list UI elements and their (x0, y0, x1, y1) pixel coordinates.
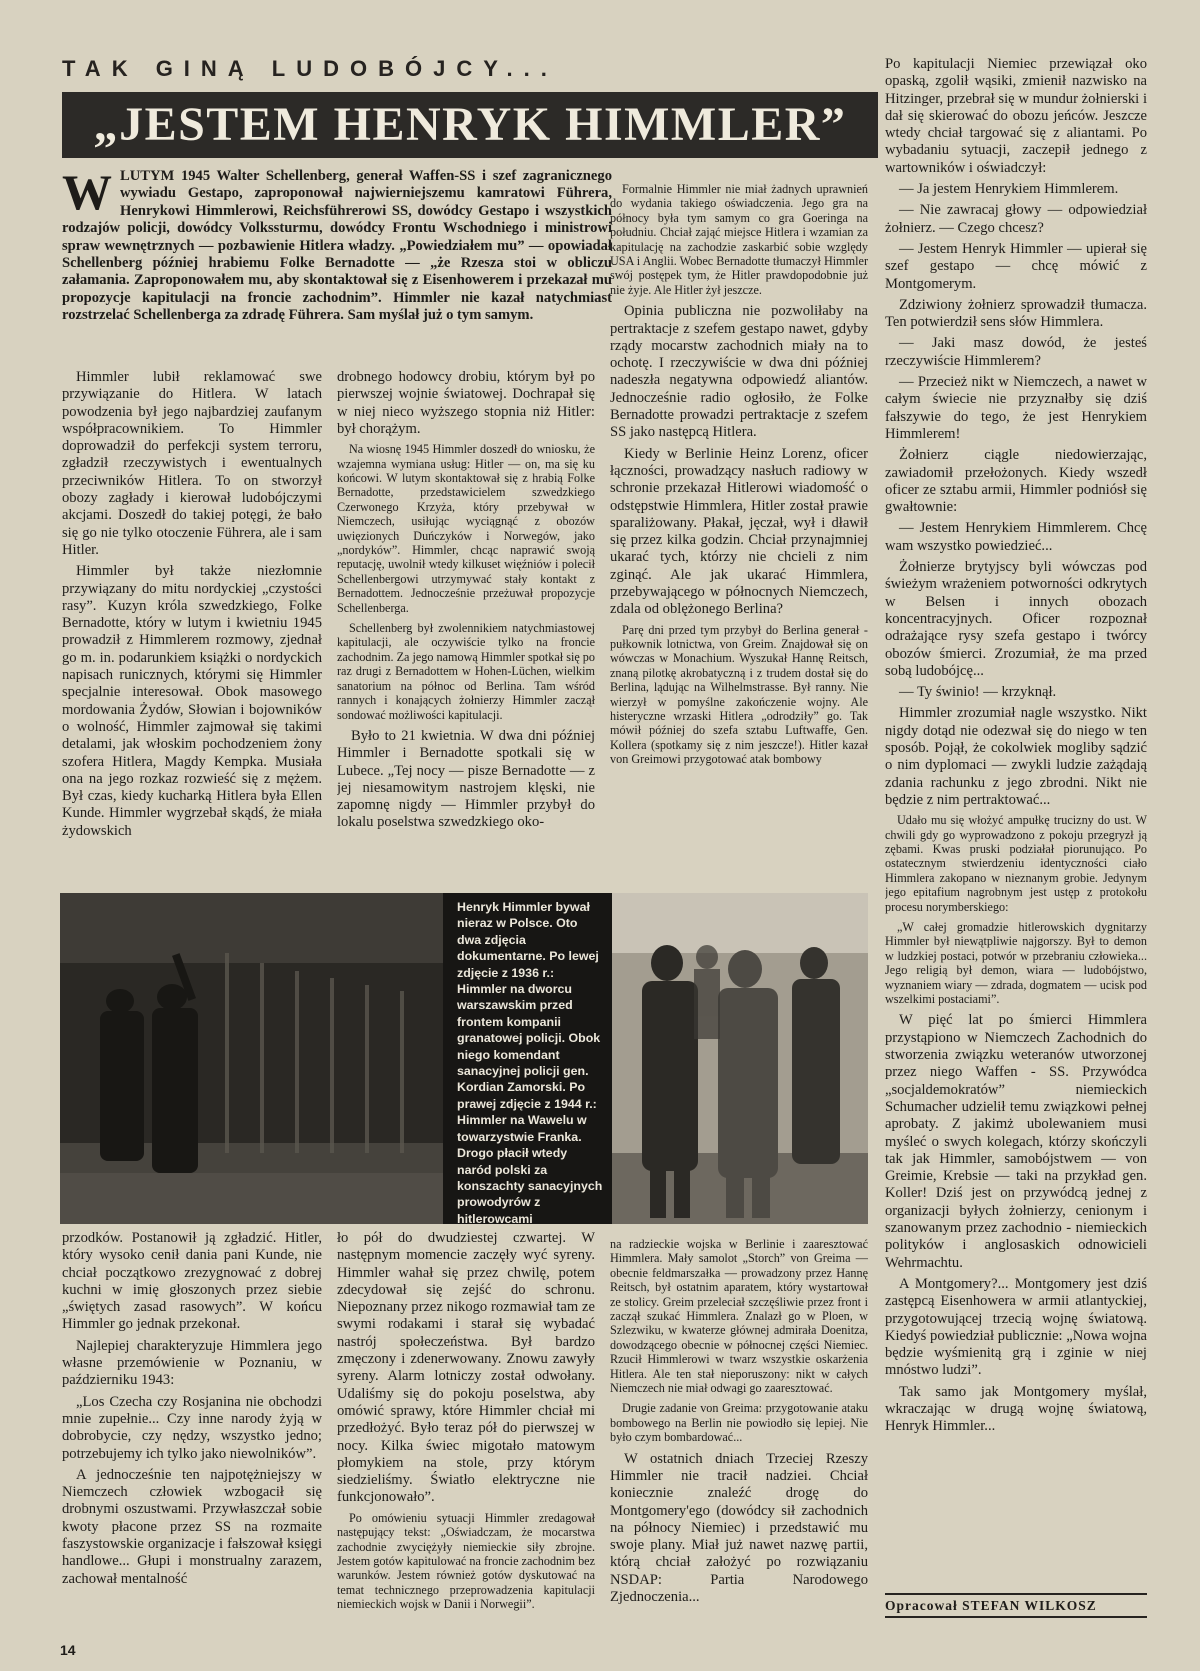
small-paragraph: „W całej gromadzie hitlerowskich dygnitarzy Himmler był niewątpliwie najgorszy. Był to demon w ludzkiej postaci, potwór w przebraniu człowieka... Jego religią był demon, wiara — ludobójstwo, wyznaniem wiary — zdrada, dogmatem — ucisk pod wszelkimi postaciami”. (885, 920, 1147, 1007)
paragraph: przodków. Postanowił ją zgładzić. Hitler, który wysoko cenił dania pani Kunde, nie chciał początkowo zrezygnować z dobrej kuchni w imię głoszonych przez siebie „świętych zasad rasowych”. W końcu Himmler go jednak przekonał. (62, 1230, 322, 1333)
paragraph: „Los Czecha czy Rosjanina nie obchodzi mnie zupełnie... Czy inne narody żyją w dobrobycie, czy nędzy, wszystko jedno; potrzebujemy ich tylko jako niewolników”. (62, 1393, 322, 1462)
paragraph: Żołnierze brytyjscy byli wówczas pod świeżym wrażeniem potworności odkrytych w Belsen i innych obozach koncentracyjnych. Oficer rozpoznał odrażające rysy szefa gestapo i twórcy obozów śmierci. Zrozumiał, że ma przed sobą ludobójcę... (885, 559, 1147, 679)
dialogue-line: — Jaki masz dowód, że jesteś rzeczywiście Himmlerem? (885, 335, 1147, 369)
lead-text: LUTYM 1945 Walter Schellenberg, generał Waffen-SS i szef zagranicznego wywiadu Gestapo, zaproponował najwierniejszemu kamratowi Führera, Henrykowi Himmlerowi, Reichsführerowi SS, dowódcy Gestapo i wszystkich rodzajów policji, dowódcy Volkssturmu, dowódcy Frontu Wschodniego i ministrowi spraw wewnętrznych — pozbawienie Hitlera władzy. „Powiedziałem mu” — opowiadał Schellenberg później hrabiemu Folke Bernadotte — „że Rzesza stoi w obliczu załamania. Zaproponowałem mu, aby skontaktował się z Eisenhowerem i przekazał mu propozycje kapitulacji na froncie zachodnim”. Himmler nie kazał natychmiast rozstrzelać Schellenberga za zdradę Führera. Sam myślał już o tym samym. (62, 168, 612, 324)
lead-paragraph (62, 164, 612, 325)
kicker-heading: TAK GINĄ LUDOBÓJCY... (62, 56, 558, 81)
dialogue-line: — Ty świnio! — krzyknął. (899, 684, 1057, 701)
paragraph: Himmler zrozumiał nagle wszystko. Nikt nigdy dotąd nie odezwał się do niego w ten sposób. Pojął, że cokolwiek mogliby sądzić o nim dyplomaci — zwykli ludzie zażądają zdania rachunku z jego zbrodni. Nikt nie będzie z nim pertraktować... (885, 705, 1147, 808)
author-signature (885, 1593, 1147, 1618)
paragraph: ło pół do dwudziestej czwartej. W następnym momencie zaczęły wyć syreny. Himmler wahał się przez chwilę, potem zdecydował się zejść do schronu. Niepoznany przez nikogo rozmawiał tam ze swymi rodakami i starał się wybadać nastrój społeczeństwa. Był bardzo zmęczony i zdenerwowany. Znowu zawyły syreny. Alarm lotniczy został odwołany. Udaliśmy się do pokoju poselstwa, aby omówić sprawy, które Himmler chciał mi przedłożyć. Było teraz pół do pierwszej w nocy. Kilka świec migotało matowym płomykiem na stole, przy którym siedzieliśmy. Światło elektryczne nie funkcjonowało”. (337, 1230, 595, 1506)
dialogue-line: — Nie zawracaj głowy — odpowiedział żołnierz. — Czego chcesz? (885, 202, 1147, 236)
photo-caption: Henryk Himmler bywał nieraz w Polsce. Oto dwa zdjęcia dokumentarne. Po lewej zdjęcie z 1936 r.: Himmler na dworcu warszawskim przed frontem kompanii granatowej policji. Obok niego komendant sanacyjnej policji gen. Kordian Zamorski. Po prawej zdjęcie z 1944 r.: Himmler na Wawelu w towarzystwie Franka. Drogo płacił wtedy naród polski za konszachty sanacyjnych prowodyrów z hitlerowcami (443, 893, 612, 1224)
text-column-1-bottom (62, 1230, 322, 1630)
paragraph: W pięć lat po śmierci Himmlera przystąpiono w Niemczech Zachodnich do stworzenia związku weteranów utworzonej przez niego Waffen - SS. Przywódca „socjaldemokratów” niemieckich Schumacher udzielił temu związkowi pełnej aprobaty. Z jakimż ubolewaniem musi myśleć o swych kolegach, którzy skończyli tak jak Himmler, samobójstwem — von Greimie, Krebsie — taki na przykład gen. Koller! Dziś jest on przywódcą jednej z organizacji byłych żołnierzy, cenionym i szanowanym przez zachodnio - niemieckich polityków i anglosaskich odnowicieli Wehrmachtu. (885, 1012, 1147, 1271)
text-column-1-top (62, 369, 322, 885)
photo-warsaw-station-1936 (60, 893, 443, 1224)
page-number: 14 (60, 1642, 76, 1658)
photo-warsaw-station-image (60, 893, 443, 1224)
text-column-3-bottom (610, 1233, 868, 1633)
dialogue-line: — Jestem Henrykiem Himmlerem. Chcę wam wszystko powiedzieć... (885, 520, 1147, 554)
text-column-2-top (337, 369, 595, 885)
article-title-banner (62, 92, 878, 158)
small-paragraph: Po omówieniu sytuacji Himmler zredagował następujący tekst: „Oświadczam, że mocarstwa zachodnie zwyciężyły niemieckie siły zbrojne. Jestem gotów kapitulować na froncie zachodnim bez warunków. Jestem również gotów dyskutować na temat technicznego przeprowadzenia kapitulacji niemieckich wojsk w Danii i Norwegii”. (337, 1510, 595, 1612)
small-paragraph: Na wiosnę 1945 Himmler doszedł do wniosku, że wzajemna wymiana usług: Hitler — on, ma się ku końcowi. W lutym skontaktował się z hrabią Folke Bernadotte, przedstawicielem szwedzkiego Czerwonego Krzyża, który przebywał w Niemczech, usiłując wyciągnąć z obozów uwięzionych Duńczyków i Norwegów, jako „nordyków”. Himmler, chcąc naprawić swoją reputację, uwolnił wtedy kilkuset więźniów i polecił Schellenbergowi utrzymywać stały kontakt z Bernadottem. Jednocześnie przeżuwał propozycje Schellenberga. (337, 442, 595, 615)
paragraph: Himmler lubił reklamować swe przywiązanie do Hitlera. W latach powodzenia był jego najbardziej zaufanym współpracownikiem. To Himmler doprowadził do perfekcji system terroru, zgładził rzeczywistych i ewentualnych przeciwników Hitlera. To on stworzył obozy zagłady i kierował ludobójczymi akcjami. Doszedł do takiej potęgi, że bało się go nie tylko otoczenie Führera, ale i sam Hitler. (62, 369, 322, 558)
text-column-4 (885, 56, 1147, 1646)
paragraph: Tak samo jak Montgomery myślał, wkraczając w drugą wojnę światową, Henryk Himmler... (885, 1383, 1147, 1435)
dialogue-line: — Jestem Henryk Himmler — upierał się szef gestapo — chcę mówić z Montgomerym. (885, 240, 1147, 292)
signature-author: STEFAN WILKOSZ (962, 1598, 1097, 1613)
paragraph: Było to 21 kwietnia. W dwa dni później Himmler i Bernadotte spotkali się w Lubece. „Tej nocy — pisze Bernadotte — z jej niesamowitym nastrojem klęski, nie zapomnę nigdy — Himmler przybył do lokalu poselstwa szwedzkiego oko- (337, 727, 595, 831)
small-paragraph: na radzieckie wojska w Berlinie i zaaresztować Himmlera. Mały samolot „Storch” von Greima — obecnie feldmarszałka — prowadzony przez Hannę Reitsch, był ostatnim aparatem, który wystartował ze stolicy. Greim przeleciał szczęśliwie przez front i zaczął szukać Himmlera. Znalazł go w Ploen, w Szlezwiku, w kwaterze głównej admirała Doenitza, dowodzącego obecnie w północnej części Niemiec. Rzucił Himmlerowi w twarz wszystkie oskarżenia Hitlera. Ale ten stał nieporuszony: nikt w całych Niemczech nie miał odwagi go zaaresztować. (610, 1237, 868, 1396)
dialogue-line: — Ja jestem Henrykiem Himmlerem. (899, 181, 1119, 198)
photo-wawel-1944 (612, 893, 868, 1224)
text-column-3-top (610, 178, 868, 886)
paragraph: Po kapitulacji Niemiec przewiązał oko opaską, zgolił wąsiki, zmienił nazwisko na Hitzinger, przebrał się w mundur żołnierski i dał się skierować do obozu jeńców. Jeszcze wtedy chciał targować się z aliantami. Po wybadaniu sytuacji, zaczepił jednego z wartowników i oświadczył: (885, 56, 1147, 176)
small-paragraph: Schellenberg był zwolennikiem natychmiastowej kapitulacji, ale oczywiście tylko na froncie zachodnim. Za jego namową Himmler spotkał się po raz drugi z Bernadottem w Hohen-Lüchen, wielkim sanatorium na północ od Berlina. Tam wśród rannych i konających żołnierzy Himmler zaczął sondować możliwości kapitulacji. (337, 621, 595, 722)
small-paragraph: Udało mu się włożyć ampułkę trucizny do ust. W chwili gdy go wyprowadzono z pokoju przegryzł ją zębami. Kwas pruski podziałał piorunująco. Po ostatecznym stwierdzeniu identyczności ciało Himmlera zakopano w nieznanym grobie. Jedynym jego epitafium nagrobnym jest ustęp z protokołu procesu norymberskiego: (885, 813, 1147, 914)
paragraph: Najlepiej charakteryzuje Himmlera jego własne przemówienie w Poznaniu, w październiku 1943: (62, 1337, 322, 1389)
paragraph: A jednocześnie ten najpotężniejszy w Niemczech człowiek wzbogacił się drobnymi oszustwami. Przywłaszczał sobie kwoty płacone przez SS na rozmaite faszystowskie organizacje i fałszował księgi handlowe... Głupi i monstrualny zarazem, zachował mentalność (62, 1466, 322, 1587)
paragraph: Żołnierz ciągle niedowierzając, zawiadomił przełożonych. Kiedy wszedł oficer ze sztabu armii, Himmler podniósł się gwałtownie: (885, 447, 1147, 516)
article-title: „JESTEM HENRYK HIMMLER” (93, 98, 847, 151)
small-paragraph: Drugie zadanie von Greima: przygotowanie ataku bombowego na Berlin nie powiodło się lepiej. Nie było czym bombardować... (610, 1401, 868, 1445)
signature-prefix: Opracował (885, 1598, 958, 1613)
small-paragraph: Formalnie Himmler nie miał żadnych uprawnień do wydania takiego oświadczenia. Jego gra na północy była tym samym co gra Goeringa na południu. Chciał zająć miejsce Hitlera i wzamian za kapitulację na zachodzie zaskarbić sobie względy USA i Anglii. Wobec Bernadotte tłumaczył Himmler swój postępek tym, że Hitler prawdopodobnie już nie żyje. Ale Hitler żył jeszcze. (610, 182, 868, 297)
paragraph: Opinia publiczna nie pozwoliłaby na pertraktacje z szefem gestapo nawet, gdyby rządy mocarstw zachodnich miały na to ochotę. I rzeczywiście w dwa dni później nadeszła negatywna odpowiedź aliantów. Jednocześnie radio ogłosiło, że Folke Bernadotte prowadzi pertraktacje z szefem SS jako następcą Hitlera. (610, 303, 868, 441)
paragraph: A Montgomery?... Montgomery jest dziś zastępcą Eisenhowera w armii atlantyckiej, przygotowującej trzecią wojnę światową. Kiedyś powiedział publicznie: „Nowa wojna będzie wyśmienitą grą i zginie w niej mnóstwo ludzi”. (885, 1275, 1147, 1379)
small-paragraph: Parę dni przed tym przybył do Berlina generał - pułkownik lotnictwa, von Greim. Znajdował się on wówczas w Monachium. Wyszukał Hannę Reitsch, znaną pilotkę akrobatyczną i z trudem dostał się do Berlina, lądując na Wilhelmstrasse. Był ranny. Nie wierzył w pomyślne zakończenie wojny. Ale histeryczne wrzaski Hitlera „odrodziły” go. Tak mówił później do szefa sztabu Luftwaffe, Gen. Kollera (spotkamy się z nim jeszcze!). Hitler kazał von Greimowi przygotować atak bombowy (610, 622, 868, 767)
dialogue-line: — Przecież nikt w Niemczech, a nawet w całym świecie nie przyznałby się dziś fałszywie do tego, że jest Henrykiem Himmlerem! (885, 374, 1147, 442)
paragraph: W ostatnich dniach Trzeciej Rzeszy Himmler nie tracił nadziei. Chciał koniecznie znaleźć drogę do Montgomery'ego (dowódcy sił zachodnich na północy Niemiec) i przedstawić mu swoje plany. Miał już nawet nazwę partii, którą chciał założyć po rozwiązaniu NSDAP: Partia Narodowego Zjednoczenia... (610, 1450, 868, 1606)
paragraph: Zdziwiony żołnierz sprowadził tłumacza. Ten potwierdził sens słów Himmlera. (885, 296, 1147, 331)
paragraph: drobnego hodowcy drobiu, którym był po pierwszej wojnie światowej. Dochrapał się w niej nieco wyższego stopnia niż Hitler: był chorążym. (337, 369, 595, 437)
photo-wawel-image (612, 893, 868, 1224)
text-column-2-bottom (337, 1230, 595, 1630)
paragraph: Kiedy w Berlinie Heinz Lorenz, oficer łączności, prowadzący nasłuch radiowy w schronie przekazał Hitlerowi wiadomość o odstępstwie Himmlera, Hitler został prawie sparaliżowany. Płakał, jęczał, wył i dławił się przez kilka godzin. Chciał przynajmniej ukarać tych, którzy nie chcieli z nim zginąć. Ale jak ukarać Himmlera, przebywającego w północnych Niemczech, zdala od oblężonego Berlina? (610, 445, 868, 618)
paragraph: Himmler był także niezłomnie przywiązany do mitu nordyckiej „czystości rasy”. Kuzyn króla szwedzkiego, Folke Bernadotte, który w lutym i kwietniu 1945 prowadził z Himmlerem rozmowy, zjednał go m. in. podarunkiem książki o nordyckich napisach runicznych, którymi się Himmler specjalnie interesował. Obok masowego mordowania Żydów, Słowian i bojowników o wolność, Himmler zajmował się takimi detalami, jak włoskim pochodzeniem żony szofera Hitlera, Magdy Kempka. Musiała ona na jego rozkaz rozwieść się z mężem. Był czas, kiedy kucharką Hitlera była Ellen Kunde. Himmler wygrzebał skądś, że miała żydowskich (62, 563, 322, 839)
drop-cap: W (62, 164, 112, 220)
